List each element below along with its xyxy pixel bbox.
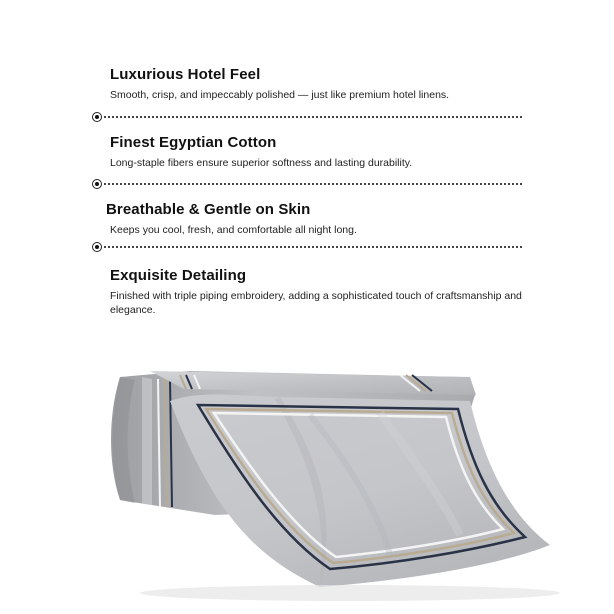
dotted-line [104, 246, 522, 248]
feature-title: Luxurious Hotel Feel [110, 66, 261, 83]
dotted-divider [92, 112, 522, 122]
feature-title: Exquisite Detailing [110, 267, 247, 284]
feature-hotel-feel [110, 66, 540, 102]
dotted-divider [92, 179, 522, 189]
folded-sheet-image [80, 355, 580, 610]
feature-description: Keeps you cool, fresh, and comfortable all night long. [110, 224, 357, 236]
dotted-line [104, 116, 522, 118]
draped-flap [170, 395, 550, 588]
feature-breathable [106, 201, 536, 237]
feature-description: Finished with triple piping embroidery, adding a sophisticated touch of craftsmanship and elegance. [110, 290, 522, 316]
bullet-dot-icon [92, 242, 102, 252]
feature-title: Finest Egyptian Cotton [110, 134, 277, 151]
bullet-dot-icon [92, 179, 102, 189]
feature-egyptian-cotton [110, 134, 540, 170]
feature-description: Long-staple fibers ensure superior softness and lasting durability. [110, 157, 413, 169]
feature-title: Breathable & Gentle on Skin [106, 201, 311, 218]
dotted-divider [92, 242, 522, 252]
feature-exquisite-detailing [110, 267, 528, 317]
feature-description: Smooth, crisp, and impeccably polished — just like premium hotel linens. [110, 89, 450, 101]
bullet-dot-icon [92, 112, 102, 122]
dotted-line [104, 183, 522, 185]
